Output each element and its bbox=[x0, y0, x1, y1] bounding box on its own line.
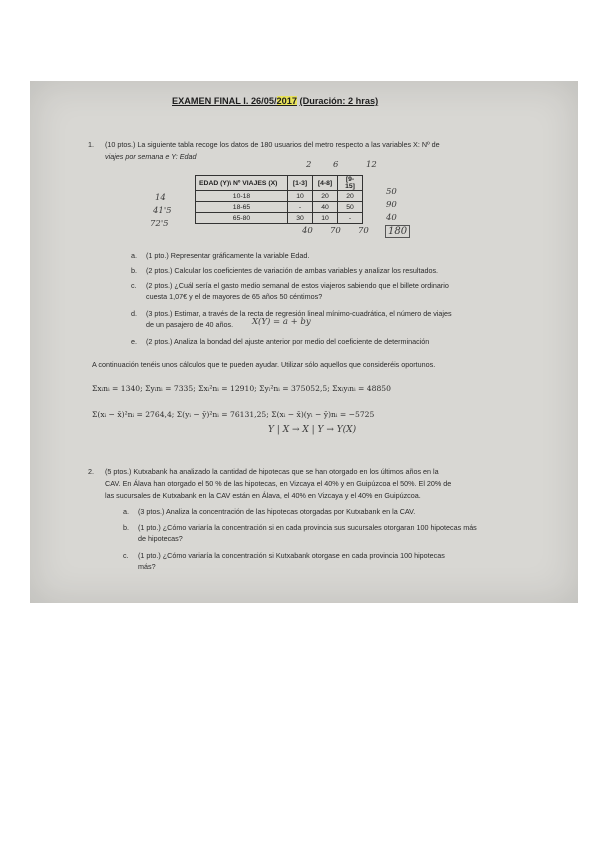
title-year: 2017 bbox=[276, 96, 297, 106]
table-cell: 18-65 bbox=[196, 202, 288, 213]
table-header-cell: EDAD (Y)\ Nº VIAJES (X) bbox=[196, 176, 288, 191]
hand-grand-total: 180 bbox=[385, 225, 410, 238]
q2-item-text: (1 pto.) ¿Cómo variaría la concentración si en cada provincia sus sucursales otorgaran 100 hipotecas más bbox=[138, 523, 477, 532]
q1-item-text: de un pasajero de 40 años. bbox=[146, 320, 234, 329]
hand-col-total: 70 bbox=[358, 226, 369, 236]
q1-formula-2: Σ(xᵢ − x̄)²nᵢ = 2764,4; Σ(yᵢ − ȳ)²nᵢ = 76131,25; Σ(xᵢ − x̄)(yᵢ − ȳ)nᵢ = −5725 bbox=[92, 410, 375, 419]
hand-col-mark: 2 bbox=[306, 160, 312, 170]
q2-number: 2. bbox=[88, 467, 94, 476]
table-cell: 30 bbox=[288, 213, 313, 224]
table-cell: - bbox=[338, 213, 363, 224]
title-duration: (Duración: 2 hras) bbox=[299, 96, 379, 106]
table-header-row bbox=[196, 176, 363, 191]
hand-row-mark: 72'5 bbox=[150, 219, 169, 229]
q1-intro-line1: (10 ptos.) La siguiente tabla recoge los datos de 180 usuarios del metro respecto a las variables X: Nº de bbox=[105, 140, 440, 149]
q1-item-letter: e. bbox=[131, 337, 137, 346]
hand-row-total: 40 bbox=[386, 213, 397, 223]
table-cell: 10-18 bbox=[196, 191, 288, 202]
hand-arrow-note: Y | X → X | Y → Y(X) bbox=[268, 425, 357, 435]
q1-item-text: (2 ptos.) Calcular los coeficientes de variación de ambas variables y analizar los resultados. bbox=[146, 266, 439, 275]
hand-col-mark: 6 bbox=[333, 160, 339, 170]
hand-row-mark: 14 bbox=[155, 193, 166, 203]
q2-intro-line1: (5 ptos.) Kutxabank ha analizado la cantidad de hipotecas que se han otorgado en los últimos años en la bbox=[105, 467, 439, 476]
table-cell: 10 bbox=[313, 213, 338, 224]
q1-item-letter: d. bbox=[131, 309, 137, 318]
q2-item-text: (1 pto.) ¿Cómo variaría la concentración si Kutxabank otorgase en cada provincia 100 hipotecas bbox=[138, 551, 445, 560]
table-cell: 40 bbox=[313, 202, 338, 213]
table-header-cell: [1-3] bbox=[288, 176, 313, 191]
table-cell: 20 bbox=[313, 191, 338, 202]
q1-item-letter: a. bbox=[131, 251, 137, 260]
q1-data-table bbox=[195, 175, 363, 224]
q2-item-text: (3 ptos.) Analiza la concentración de las hipotecas otorgadas por Kutxabank en la CAV. bbox=[138, 507, 416, 516]
table-row bbox=[196, 202, 363, 213]
q2-intro-line3: las sucursales de Kutxabank en la CAV están en Álava, el 40% en Vizcaya y el 40% en Guipúzcoa. bbox=[105, 491, 421, 500]
q2-intro-line2: CAV. En Álava han otorgado el 50 % de las hipotecas, en Vizcaya el 40% y en Guipúzcoa el 50%. El 20% de bbox=[105, 479, 452, 488]
hand-row-total: 50 bbox=[386, 187, 397, 197]
q2-item-text: más? bbox=[138, 562, 156, 571]
table-cell: - bbox=[288, 202, 313, 213]
hand-col-mark: 12 bbox=[366, 160, 377, 170]
q2-item-letter: a. bbox=[123, 507, 129, 516]
table-cell: 20 bbox=[338, 191, 363, 202]
hand-col-total: 70 bbox=[330, 226, 341, 236]
hand-regression-note: X(Y) = a + by bbox=[252, 317, 311, 327]
hand-col-total: 40 bbox=[302, 226, 313, 236]
exam-title bbox=[172, 96, 378, 106]
q1-calc-intro: A continuación tenéis unos cálculos que te pueden ayudar. Utilizar sólo aquellos que consideréis oportunos. bbox=[92, 360, 436, 369]
hand-row-mark: 41'5 bbox=[153, 206, 172, 216]
q2-item-letter: b. bbox=[123, 523, 129, 532]
title-prefix: EXAMEN FINAL I. 26/05/ bbox=[172, 96, 277, 106]
q2-item-letter: c. bbox=[123, 551, 129, 560]
q1-item-text: cuesta 1,07€ y el de mayores de 65 años 50 céntimos? bbox=[146, 292, 323, 301]
table-row bbox=[196, 213, 363, 224]
q1-item-text: (3 ptos.) Estimar, a través de la recta de regresión lineal mínimo-cuadrática, el número de viajes bbox=[146, 309, 452, 318]
table-header-cell: [9-15] bbox=[338, 176, 363, 191]
q1-item-text: (2 ptos.) ¿Cuál sería el gasto medio semanal de estos viajeros sabiendo que el billete ordinario bbox=[146, 281, 449, 290]
table-row bbox=[196, 191, 363, 202]
q1-item-letter: b. bbox=[131, 266, 137, 275]
hand-row-total: 90 bbox=[386, 200, 397, 210]
q1-item-text: (1 pto.) Representar gráficamente la variable Edad. bbox=[146, 251, 310, 260]
q2-item-text: de hipotecas? bbox=[138, 534, 183, 543]
table-header-cell: [4-8] bbox=[313, 176, 338, 191]
table-cell: 10 bbox=[288, 191, 313, 202]
q1-intro-line2: viajes por semana e Y: Edad bbox=[105, 152, 197, 161]
q1-formula-1: Σxᵢnᵢ = 1340; Σyᵢnᵢ = 7335; Σxᵢ²nᵢ = 12910; Σyᵢ²nᵢ = 375052,5; Σxᵢyᵢnᵢ = 48850 bbox=[92, 384, 391, 393]
q1-item-text: (2 ptos.) Analiza la bondad del ajuste anterior por medio del coeficiente de determinación bbox=[146, 337, 430, 346]
q1-item-letter: c. bbox=[131, 281, 137, 290]
table-cell: 65-80 bbox=[196, 213, 288, 224]
table-cell: 50 bbox=[338, 202, 363, 213]
q1-number: 1. bbox=[88, 140, 94, 149]
